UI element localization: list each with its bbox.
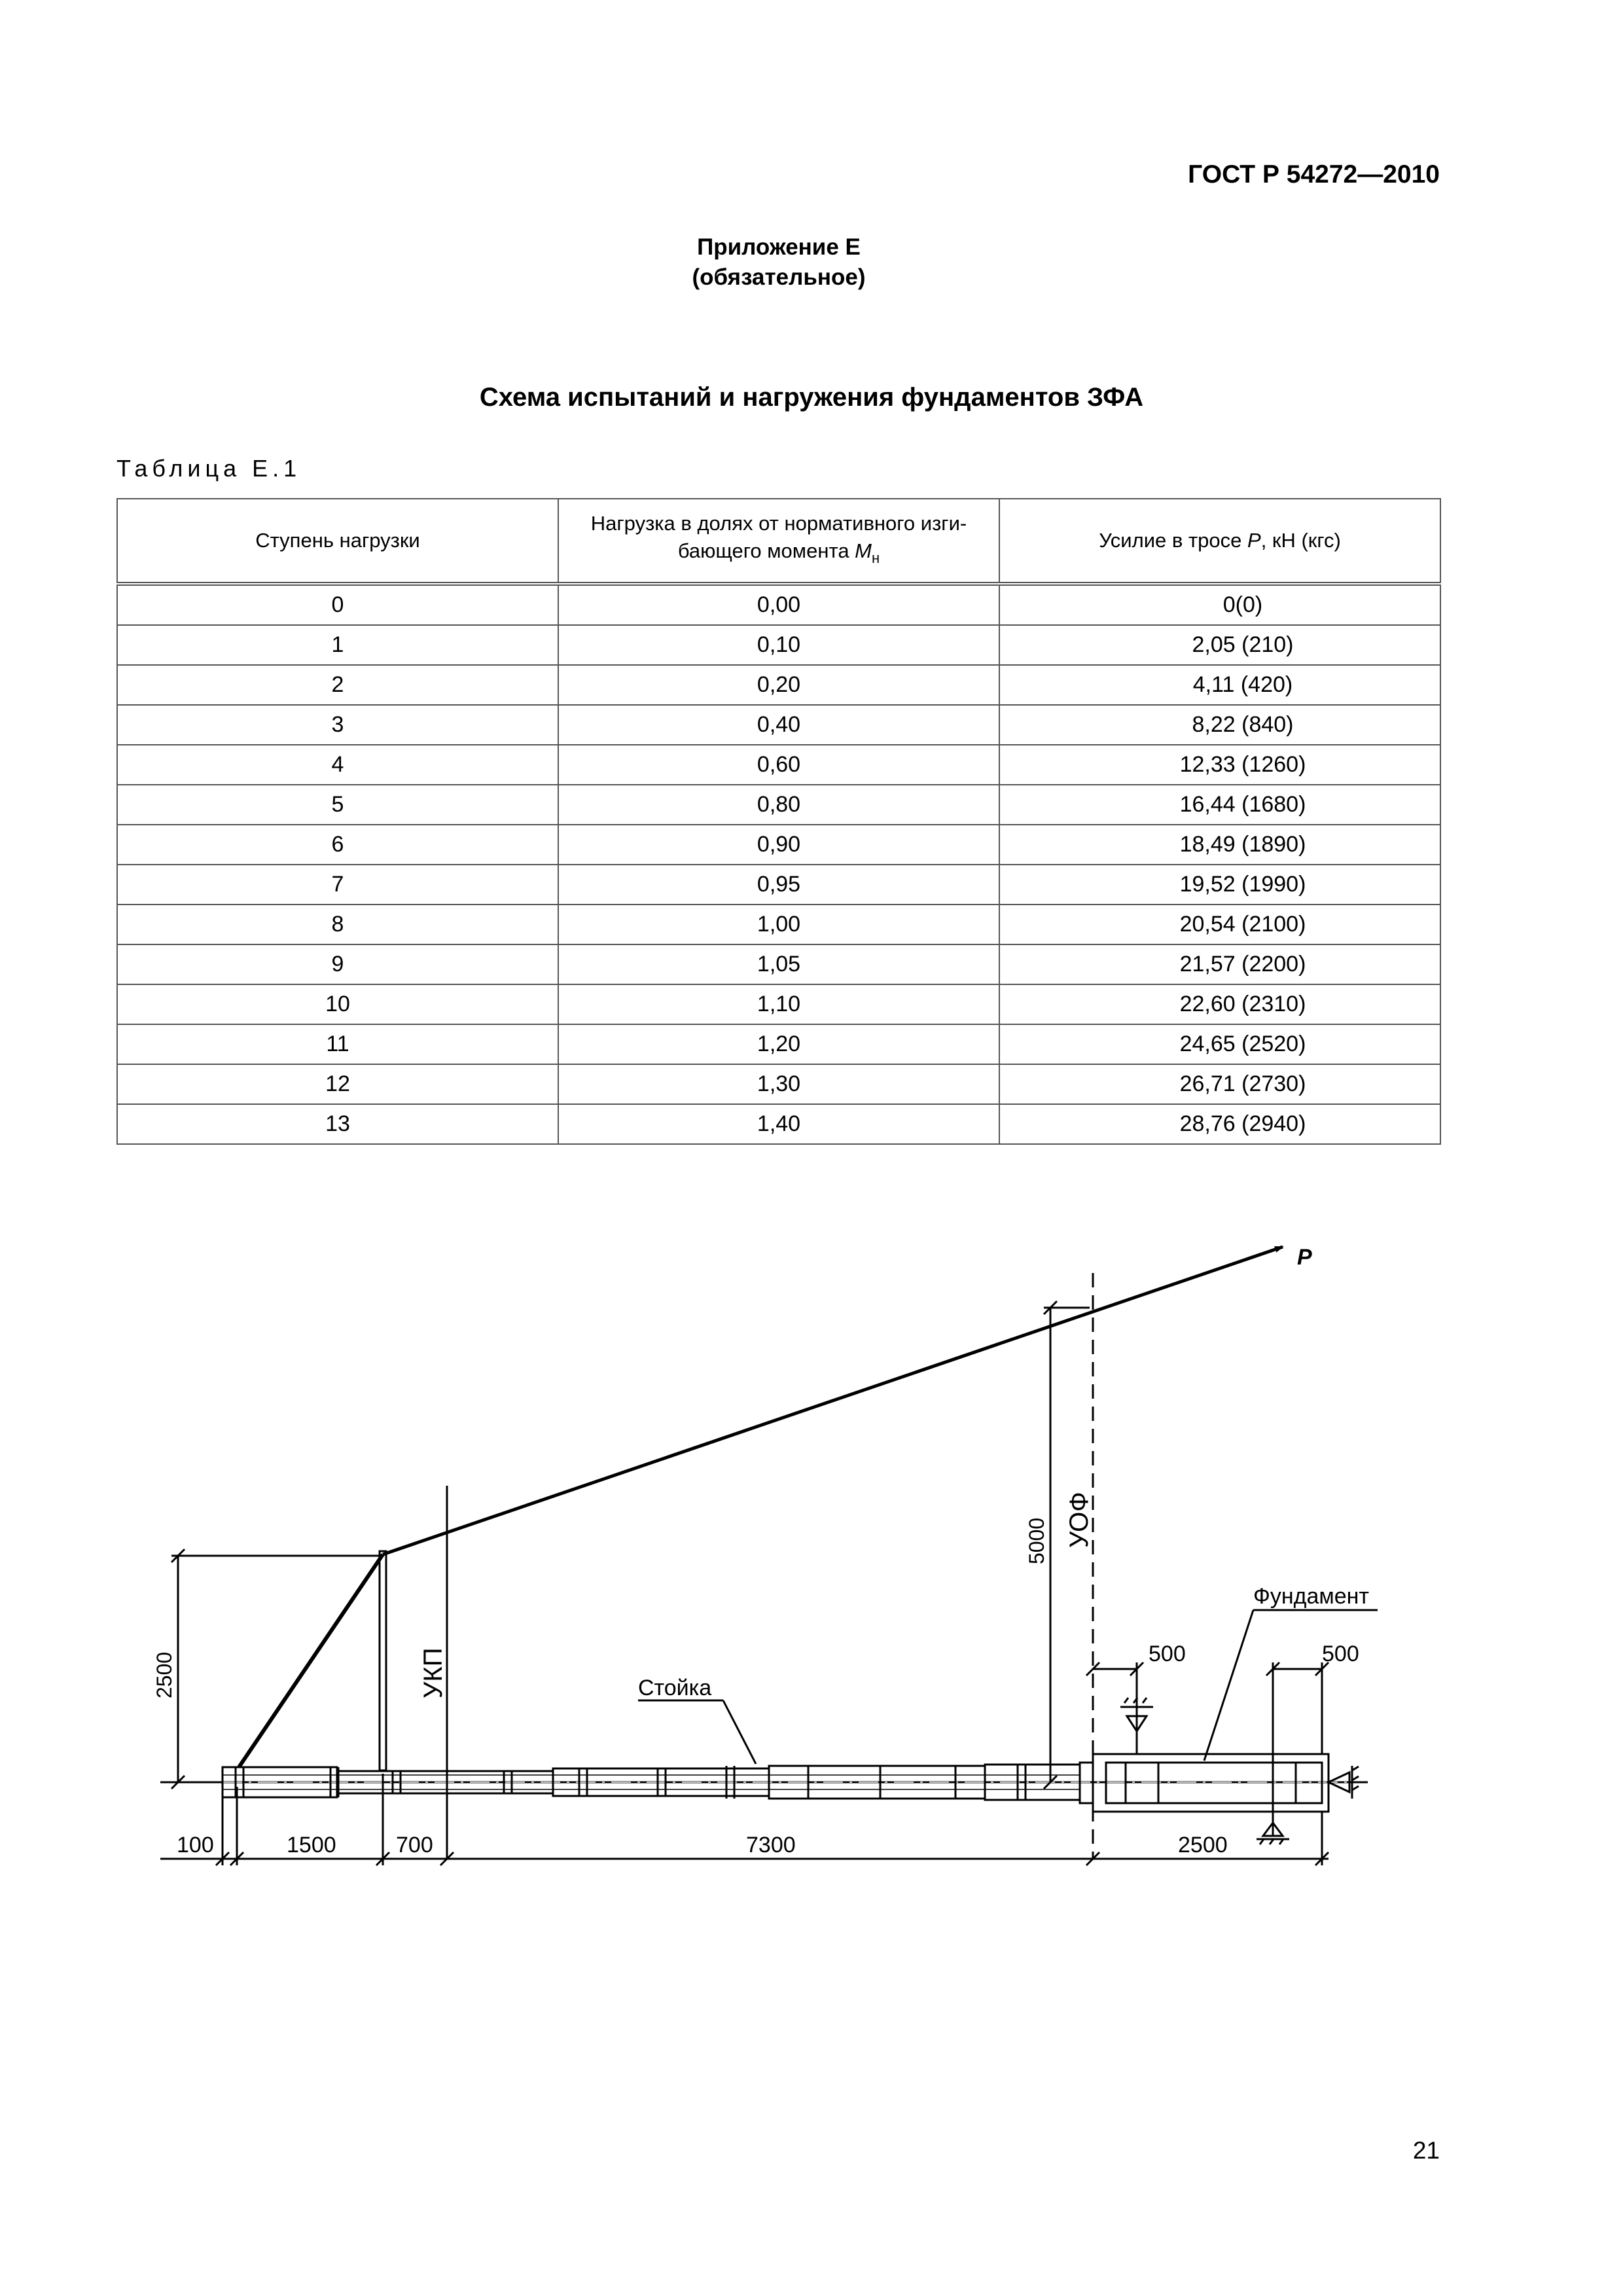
table-row (117, 984, 1440, 1024)
cell-stage: 1 (117, 625, 558, 665)
appendix-heading (589, 232, 969, 293)
cell-force: 24,65 (2520) (999, 1024, 1440, 1064)
table-row (117, 905, 1440, 944)
cable-line (383, 1247, 1283, 1554)
cell-load: 1,05 (558, 944, 999, 984)
cell-stage: 7 (117, 865, 558, 905)
header-force (999, 499, 1440, 584)
table-row (117, 745, 1440, 785)
mast (380, 1551, 386, 1770)
cell-load: 0,00 (558, 584, 999, 625)
dim-700-label: 700 (396, 1833, 433, 1857)
cell-stage: 13 (117, 1104, 558, 1144)
cell-force: 0(0) (999, 584, 1440, 625)
cell-stage: 5 (117, 785, 558, 825)
cell-load: 0,90 (558, 825, 999, 865)
header-load (558, 499, 999, 584)
table-row (117, 944, 1440, 984)
table-row (117, 1104, 1440, 1144)
cell-force: 18,49 (1890) (999, 825, 1440, 865)
cell-stage: 4 (117, 745, 558, 785)
brace-line (239, 1554, 383, 1767)
table-row (117, 785, 1440, 825)
cell-stage: 0 (117, 584, 558, 625)
cell-force: 20,54 (2100) (999, 905, 1440, 944)
cell-stage: 10 (117, 984, 558, 1024)
header-load-line1: Нагрузка в долях от нормативного изги- (590, 511, 967, 535)
table-row (117, 665, 1440, 705)
cell-load: 1,40 (558, 1104, 999, 1144)
test-scheme-diagram (0, 1211, 1623, 1931)
dimension-500-right (1266, 1662, 1329, 1823)
dim-500-left-label: 500 (1149, 1641, 1186, 1666)
cell-load: 0,20 (558, 665, 999, 705)
table-row (117, 584, 1440, 625)
page-number: 21 (1412, 2137, 1440, 2164)
load-table (116, 498, 1441, 1145)
cell-force: 8,22 (840) (999, 705, 1440, 745)
stoika-label: Стойка (638, 1676, 712, 1700)
dimension-2500-vertical (171, 1549, 380, 1789)
cell-force: 28,76 (2940) (999, 1104, 1440, 1144)
cell-stage: 3 (117, 705, 558, 745)
dim-100-label: 100 (177, 1833, 214, 1857)
cell-load: 0,80 (558, 785, 999, 825)
dim-2500-bottom-label: 2500 (1178, 1833, 1228, 1857)
cell-stage: 12 (117, 1064, 558, 1104)
cell-load: 1,30 (558, 1064, 999, 1104)
appendix-title: Приложение Е (697, 234, 861, 260)
header-force-suffix: , кН (кгс) (1260, 529, 1341, 552)
table-caption: Таблица Е.1 (116, 455, 302, 482)
fundament-label: Фундамент (1253, 1584, 1370, 1609)
table-row (117, 705, 1440, 745)
dim-500-right-label: 500 (1322, 1641, 1359, 1666)
cell-load: 1,20 (558, 1024, 999, 1064)
cell-force: 4,11 (420) (999, 665, 1440, 705)
cell-load: 1,10 (558, 984, 999, 1024)
cell-stage: 8 (117, 905, 558, 944)
table-row (117, 825, 1440, 865)
cell-force: 19,52 (1990) (999, 865, 1440, 905)
cell-force: 12,33 (1260) (999, 745, 1440, 785)
moment-subscript: н (872, 549, 880, 566)
cell-force: 26,71 (2730) (999, 1064, 1440, 1104)
dim-5000-label: 5000 (1025, 1517, 1048, 1564)
cell-force: 16,44 (1680) (999, 785, 1440, 825)
appendix-status: (обязательное) (692, 264, 866, 290)
force-symbol: P (1247, 529, 1261, 552)
cell-stage: 11 (117, 1024, 558, 1064)
moment-symbol: M (855, 539, 872, 562)
page-title: Схема испытаний и нагружения фундаментов ЗФА (479, 383, 1144, 412)
table-row (117, 865, 1440, 905)
table-row (117, 1064, 1440, 1104)
header-force-prefix: Усилие в тросе (1099, 529, 1247, 552)
table-row (117, 1024, 1440, 1064)
stoika-leader (638, 1700, 756, 1764)
cell-force: 2,05 (210) (999, 625, 1440, 665)
cell-force: 21,57 (2200) (999, 944, 1440, 984)
uof-label: УОФ (1065, 1492, 1094, 1548)
header-load-line2: бающего момента (677, 539, 855, 562)
cell-load: 1,00 (558, 905, 999, 944)
cell-stage: 9 (117, 944, 558, 984)
fundament-leader (1204, 1610, 1378, 1761)
dim-1500-label: 1500 (287, 1833, 336, 1857)
table-row (117, 625, 1440, 665)
table-header-row (117, 499, 1440, 584)
header-stage: Ступень нагрузки (117, 499, 558, 584)
cell-load: 0,95 (558, 865, 999, 905)
ukp-label: УКП (419, 1647, 448, 1698)
force-label: P (1297, 1245, 1312, 1270)
dim-7300-label: 7300 (746, 1833, 796, 1857)
cell-load: 0,60 (558, 745, 999, 785)
dim-2500-vertical-label: 2500 (152, 1651, 176, 1698)
cell-stage: 6 (117, 825, 558, 865)
cell-load: 0,40 (558, 705, 999, 745)
cell-stage: 2 (117, 665, 558, 705)
cell-force: 22,60 (2310) (999, 984, 1440, 1024)
cell-load: 0,10 (558, 625, 999, 665)
standard-code: ГОСТ Р 54272—2010 (1188, 160, 1440, 188)
